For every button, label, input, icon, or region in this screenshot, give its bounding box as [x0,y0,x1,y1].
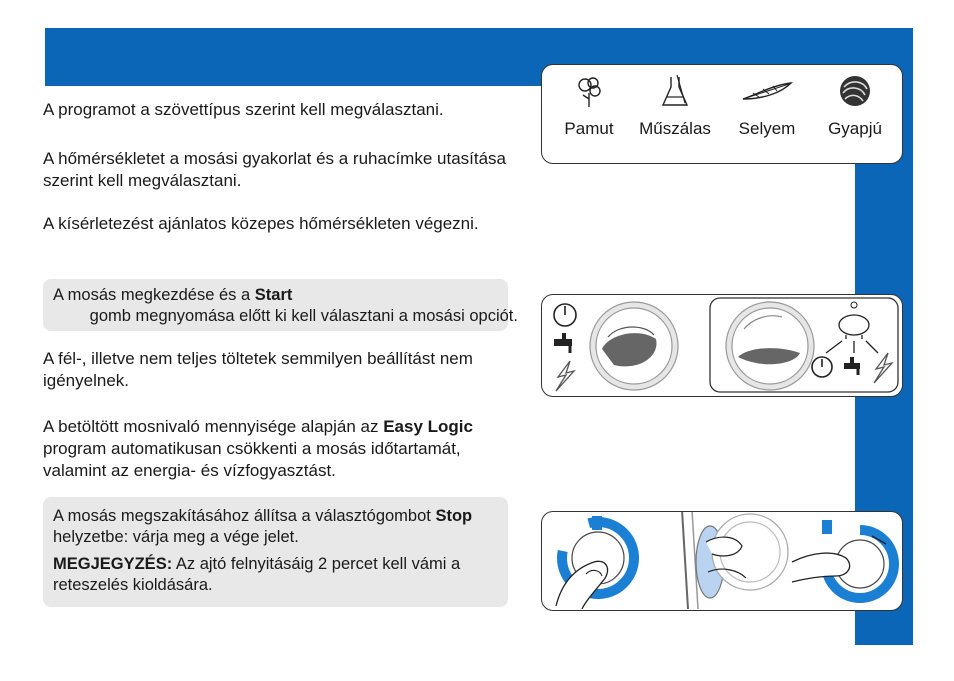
start-label: Start [254,286,293,304]
program-dial-left [556,516,634,609]
easy-logic-pre: A betöltött mosnivaló mennyisége alapján az [43,417,384,436]
clock-icon [812,357,832,377]
piggy-bank-icon [839,302,869,339]
paragraph-partial-load: A fél-, illetve nem teljes töltetek semmilyen beállítást nem igényelnek. [43,349,473,390]
drum-panel [541,294,903,397]
note-start-text: A mosás megkezdése és a [53,286,255,304]
fabric-label-cotton: Pamut [564,119,614,138]
clock-icon [554,304,576,326]
open-door-illustration [682,512,788,609]
dial-panel [541,511,903,611]
fabric-synthetic [630,73,720,139]
easy-logic-post: program automatikusan csökkenti a mosás időtartamát, valamint az energia- és vízfogyasztást. [43,439,461,480]
note-label: MEGJEGYZÉS: [53,555,173,573]
water-tap-icon [844,357,860,375]
note-stop-pre: A mosás megszakításához állítsa a választógombot [53,507,436,525]
fabric-label-wool: Gyapjú [828,119,882,138]
water-tap-icon [554,333,572,353]
note-start [43,279,518,331]
fabric-label-synthetic: Műszálas [639,119,711,138]
paragraph-experiment: A kísérletezést ajánlatos közepes hőmérsékleten végezni. [43,214,479,233]
drum-illustration [542,295,901,395]
wool-icon [835,73,875,109]
easy-logic-bold: Easy Logic [383,417,473,436]
flask-icon [655,73,695,109]
paragraph-program: A programot a szövettípus szerint kell megválasztani. [43,100,444,119]
stop-label: Stop [435,507,473,525]
feather-icon [739,73,795,109]
fabric-silk [722,73,812,139]
paragraph-easy-logic [43,416,513,482]
energy-icon [874,353,892,383]
note-stop-post: helyzetbe: várja meg a vége jelet. [53,528,299,546]
note-text: Az ajtó felnyitásáig 2 percet kell vámi a reteszelés kioldására. [53,555,461,594]
fabric-wool [810,73,900,139]
fabric-label-silk: Selyem [738,119,796,138]
fabric-panel [541,64,903,164]
dial-illustration [542,512,901,609]
energy-icon [556,361,574,391]
fabric-cotton [544,73,634,139]
note-start-text-post: gomb megnyomása előtt ki kell választani a mosási opciót. [53,307,518,325]
paragraph-temperature: A hőmérsékletet a mosási gyakorlat és a ruhacímke utasítása szerint kell megválasztani. [43,149,507,190]
note-stop [43,497,508,607]
cotton-icon [569,73,609,109]
program-dial-right [792,520,894,598]
